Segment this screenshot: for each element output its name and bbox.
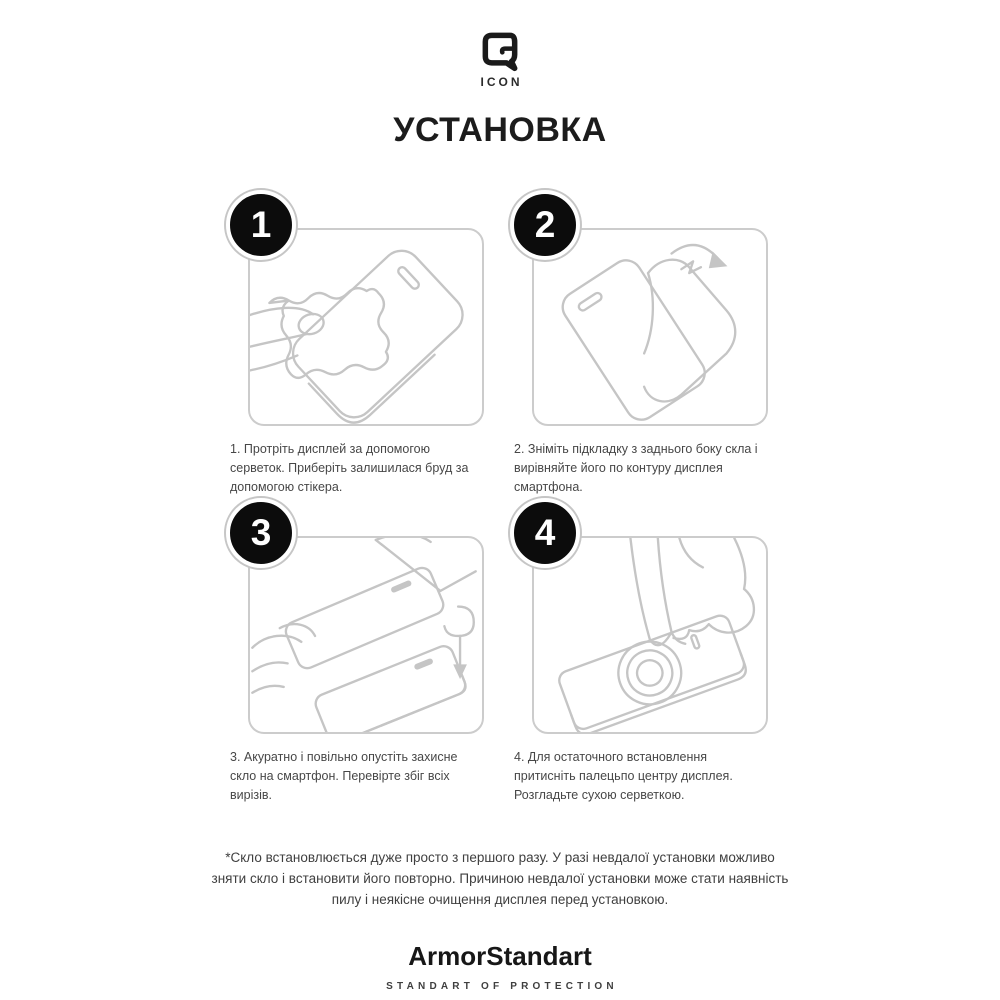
peeled-backing-film — [644, 260, 735, 402]
step-4-panel — [532, 512, 768, 734]
step-3-caption: 3. Акуратно і повільно опустіть захисне скло на смартфон. Перевірте збіг всіх вирізів. — [230, 750, 458, 802]
pressing-finger-hand — [630, 538, 754, 645]
step-4-caption: 4. Для остаточного встановлення притисніть палецьпо центру дисплея. Розгладьте сухою серветкою. — [514, 750, 733, 802]
step-4 — [514, 512, 770, 844]
step-2-number: 2 — [534, 204, 556, 245]
step-3-badge — [226, 498, 296, 568]
step-2-panel — [532, 204, 768, 426]
page-title: УСТАНОВКА — [393, 111, 607, 149]
step-2-caption: 2. Зніміть підкладку з заднього боку скла і вирівняйте його по контуру дисплея смартфона. — [514, 442, 758, 494]
peel-direction-arrow-icon — [672, 245, 728, 268]
step-1 — [230, 204, 486, 536]
step-1-panel — [248, 204, 484, 426]
steps-grid — [230, 204, 770, 844]
icon-logo-mark-icon — [478, 28, 522, 72]
footnote: *Скло встановлюється дуже просто з першого разу. У разі невдалої установки можливо зняти скло і встановити його повторно. Причиною невдалої установки може стати наявність пилу і неякісне очищення дисплея перед установкою. — [211, 850, 789, 907]
step-3 — [230, 512, 486, 844]
step-4-badge — [510, 498, 580, 568]
step-1-number: 1 — [250, 204, 272, 245]
pinching-fingers — [376, 538, 476, 636]
step-3-number: 3 — [250, 512, 272, 553]
step-4-press-center-icon — [534, 538, 766, 732]
footer-brand-name: ArmorStandart — [408, 940, 592, 971]
step-3-lower-glass-icon — [250, 538, 482, 732]
step-2 — [514, 204, 770, 536]
step-3-panel — [248, 512, 484, 734]
step-4-number: 4 — [534, 512, 556, 553]
cleaning-cloth — [269, 285, 392, 381]
step-1-badge — [226, 190, 296, 260]
glass-outline — [557, 254, 711, 424]
step-1-caption: 1. Протріть дисплей за допомогою серветок. Приберіть залишилася бруд за допомогою стікера. — [230, 442, 469, 494]
footer-tagline: STANDART OF PROTECTION — [386, 980, 618, 992]
step-1-wipe-cloth-icon — [250, 230, 482, 424]
brand-logo — [0, 0, 1000, 89]
footer-brand — [0, 941, 1000, 992]
step-2-badge — [510, 190, 580, 260]
step-2-peel-film-icon — [534, 230, 766, 424]
holding-hand — [252, 624, 315, 693]
icon-logo-text: ICON — [480, 75, 523, 89]
